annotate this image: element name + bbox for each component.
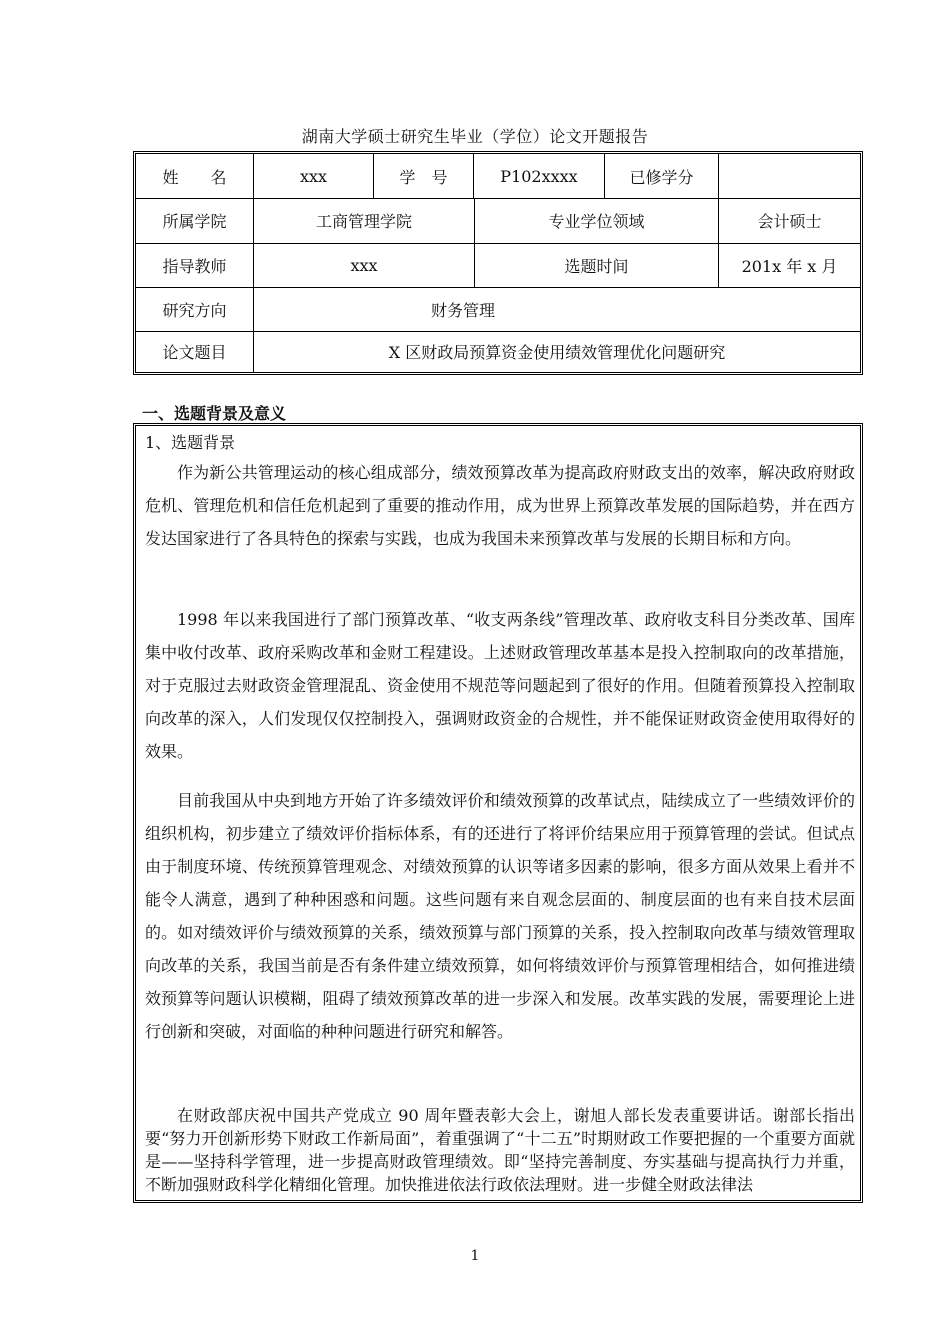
college-value: 工商管理学院 [254, 198, 475, 243]
thesis-label: 论文题目 [136, 331, 254, 372]
paragraph-2: 1998 年以来我国进行了部门预算改革、“收支两条线”管理改革、政府收支科目分类改革、国库集中收付改革、政府采购改革和金财工程建设。上述财政管理改革基本是投入控制取向的改革措施，对于克服过去财政资金管理混乱、资金使用不规范等问题起到了很好的作用。但随着预算投入控制取向改革的深入，人们发现仅仅控制投入，强调财政资金的合规性，并不能保证财政资金使用取得好的效果。 [145, 610, 855, 761]
thesis-value: X 区财政局预算资金使用绩效管理优化问题研究 [388, 343, 726, 362]
document-title: 湖南大学硕士研究生毕业（学位）论文开题报告 [301, 127, 649, 146]
field-value: 会计硕士 [757, 212, 822, 231]
college-label: 所属学院 [136, 198, 254, 243]
topic-time-label: 选题时间 [475, 243, 719, 287]
student-id-label: 学 号 [374, 154, 474, 198]
field-label: 专业学位领域 [475, 198, 719, 243]
credits-label: 已修学分 [605, 154, 719, 198]
info-row-thesis [136, 331, 860, 372]
section-body-box [133, 423, 863, 1203]
section-heading: 一、选题背景及意义 [142, 404, 287, 423]
page-number: 1 [470, 1248, 480, 1264]
direction-label: 研究方向 [136, 287, 254, 331]
paragraph-3: 目前我国从中央到地方开始了许多绩效评价和绩效预算的改革试点，陆续成立了一些绩效评价的组织机构，初步建立了绩效评价指标体系，有的还进行了将评价结果应用于预算管理的尝试。但试点由于制度环境、传统预算管理观念、对绩效预算的认识等诸多因素的影响，很多方面从效果上看并不能令人满意，遇到了种种困惑和问题。这些问题有来自观念层面的、制度层面的也有来自技术层面的。如对绩效评价与绩效预算的关系，绩效预算与部门预算的关系，投入控制取向改革与绩效管理取向改革的关系，我国当前是否有条件建立绩效预算，如何将绩效评价与预算管理相结合，如何推进绩效预算等问题认识模糊，阻碍了绩效预算改革的进一步深入和发展。改革实践的发展，需要理论上进行创新和突破，对面临的种种问题进行研究和解答。 [145, 791, 855, 1041]
name-value: xxx [254, 154, 374, 198]
info-row-college [136, 198, 860, 244]
paragraph-4: 在财政部庆祝中国共产党成立 90 周年暨表彰大会上，谢旭人部长发表重要讲话。谢部长指出要“努力开创新形势下财政工作新局面”，着重强调了“十二五”时期财政工作要把握的一个重要方面就是——坚持科学管理，进一步提高财政管理绩效。即“坚持完善制度、夯实基础与提高执行力并重，不断加强财政科学化精细化管理。加快推进依法行政依法理财。进一步健全财政法律法 [145, 1106, 855, 1194]
name-label: 姓 名 [136, 154, 254, 198]
paragraph-1: 作为新公共管理运动的核心组成部分，绩效预算改革为提高政府财政支出的效率，解决政府财政危机、管理危机和信任危机起到了重要的推动作用，成为世界上预算改革发展的国际趋势，并在西方发达国家进行了各具特色的探索与实践，也成为我国未来预算改革与发展的长期目标和方向。 [145, 463, 855, 548]
advisor-value: xxx [254, 243, 475, 287]
student-id-value: P102xxxx [474, 154, 605, 198]
advisor-label: 指导教师 [136, 243, 254, 287]
subsection-heading: 1、选题背景 [145, 433, 236, 452]
info-row-direction [136, 287, 860, 332]
credits-value [719, 154, 860, 198]
topic-time-value: 201x 年 x 月 [741, 256, 838, 276]
info-row-advisor [136, 243, 860, 288]
direction-value: 财务管理 [430, 300, 495, 320]
info-row-name [136, 154, 860, 199]
info-table [133, 151, 863, 375]
